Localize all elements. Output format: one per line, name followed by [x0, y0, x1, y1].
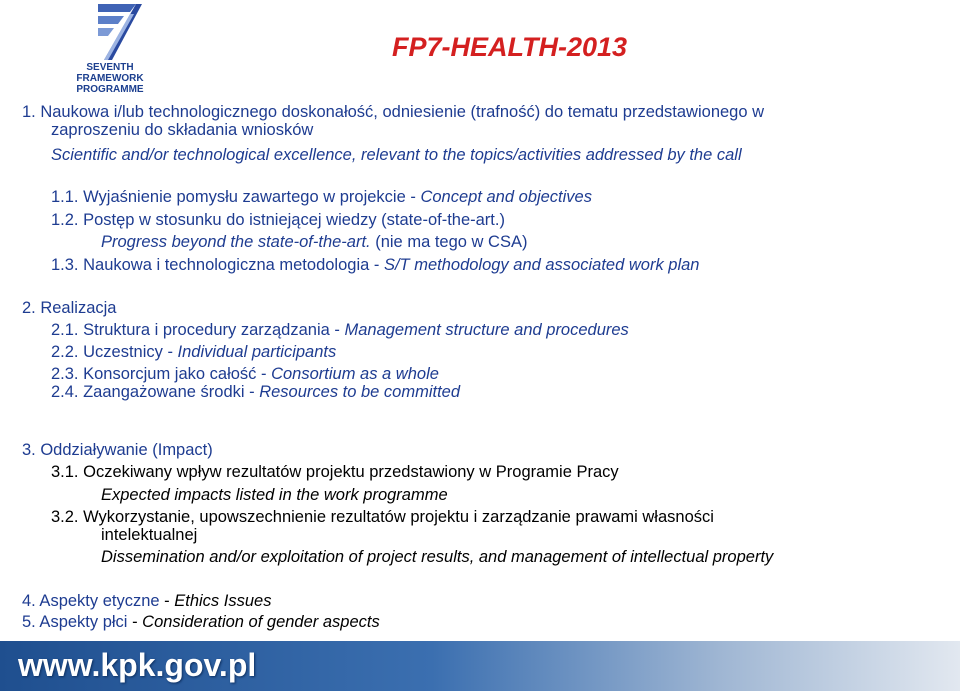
item-2-2-en: Individual participants: [177, 343, 337, 361]
item-2-1: [51, 320, 629, 340]
item-2-4: [51, 382, 460, 402]
section-3-heading: 3. Oddziaływanie (Impact): [22, 441, 213, 459]
item-1-1-pl: 1.1. Wyjaśnienie pomysłu zawartego w projekcie: [51, 188, 406, 206]
section-5-en: Consideration of gender aspects: [142, 613, 380, 631]
item-2-3-en: Consortium as a whole: [271, 365, 439, 383]
item-2-3: [51, 364, 439, 384]
page-title: FP7-HEALTH-2013: [392, 32, 628, 62]
section-1-heading-cont: zaproszeniu do składania wniosków: [51, 121, 314, 139]
item-1-2-en-text: Progress beyond the state-of-the-art.: [101, 233, 371, 251]
item-2-2-pl: 2.2. Uczestnicy -: [51, 343, 178, 361]
item-1-1: [51, 187, 592, 207]
footer-url: www.kpk.gov.pl: [18, 647, 257, 683]
item-1-3: [51, 255, 699, 275]
item-1-3-pl: 1.3. Naukowa i technologiczna metodologia -: [51, 256, 384, 274]
item-3-2-en: Dissemination and/or exploitation of project results, and management of intellectual property: [101, 548, 774, 566]
item-1-1-en: Concept and objectives: [420, 188, 592, 206]
footer-banner: [0, 641, 960, 691]
item-1-2-note: (nie ma tego w CSA): [370, 233, 528, 251]
item-2-4-pl: 2.4. Zaangażowane środki -: [51, 383, 260, 401]
section-1-heading: 1. Naukowa i/lub technologicznego doskonałość, odniesienie (trafność) do tematu przedstawionego w: [22, 103, 765, 121]
item-1-3-en: S/T methodology and associated work plan: [383, 256, 700, 274]
item-1-2: 1.2. Postęp w stosunku do istniejącej wiedzy (state-of-the-art.): [51, 211, 505, 229]
logo-line-1: SEVENTH FRAMEWORK: [76, 62, 144, 84]
item-3-1-en: Expected impacts listed in the work programme: [101, 486, 448, 504]
section-4-pl: 4. Aspekty etyczne: [22, 592, 160, 610]
item-1-1-sep: -: [405, 188, 421, 206]
logo-line-2: PROGRAMME: [76, 84, 144, 95]
section-4: [22, 591, 271, 611]
section-4-sep: -: [159, 592, 175, 610]
section-1-heading-en: Scientific and/or technological excellence, relevant to the topics/activities addressed by the call: [51, 146, 742, 164]
item-2-1-pl: 2.1. Struktura i procedury zarządzania -: [51, 321, 345, 339]
item-2-1-en: Management structure and procedures: [344, 321, 629, 339]
section-4-en: Ethics Issues: [174, 592, 272, 610]
item-3-2: 3.2. Wykorzystanie, upowszechnienie rezultatów projektu i zarządzanie prawami własności: [51, 508, 714, 526]
item-1-2-en: [101, 232, 527, 252]
section-5-pl: 5. Aspekty płci: [22, 613, 128, 631]
section-5: [22, 612, 380, 632]
fp7-logo-text: [60, 62, 160, 95]
item-3-2-cont: intelektualnej: [101, 526, 198, 544]
item-2-3-pl: 2.3. Konsorcjum jako całość -: [51, 365, 272, 383]
item-3-1: 3.1. Oczekiwany wpływ rezultatów projektu przedstawiony w Programie Pracy: [51, 463, 619, 481]
item-2-2: [51, 342, 336, 362]
item-2-4-en: Resources to be committed: [259, 383, 461, 401]
section-2-heading: 2. Realizacja: [22, 299, 117, 317]
section-5-sep: -: [127, 613, 143, 631]
